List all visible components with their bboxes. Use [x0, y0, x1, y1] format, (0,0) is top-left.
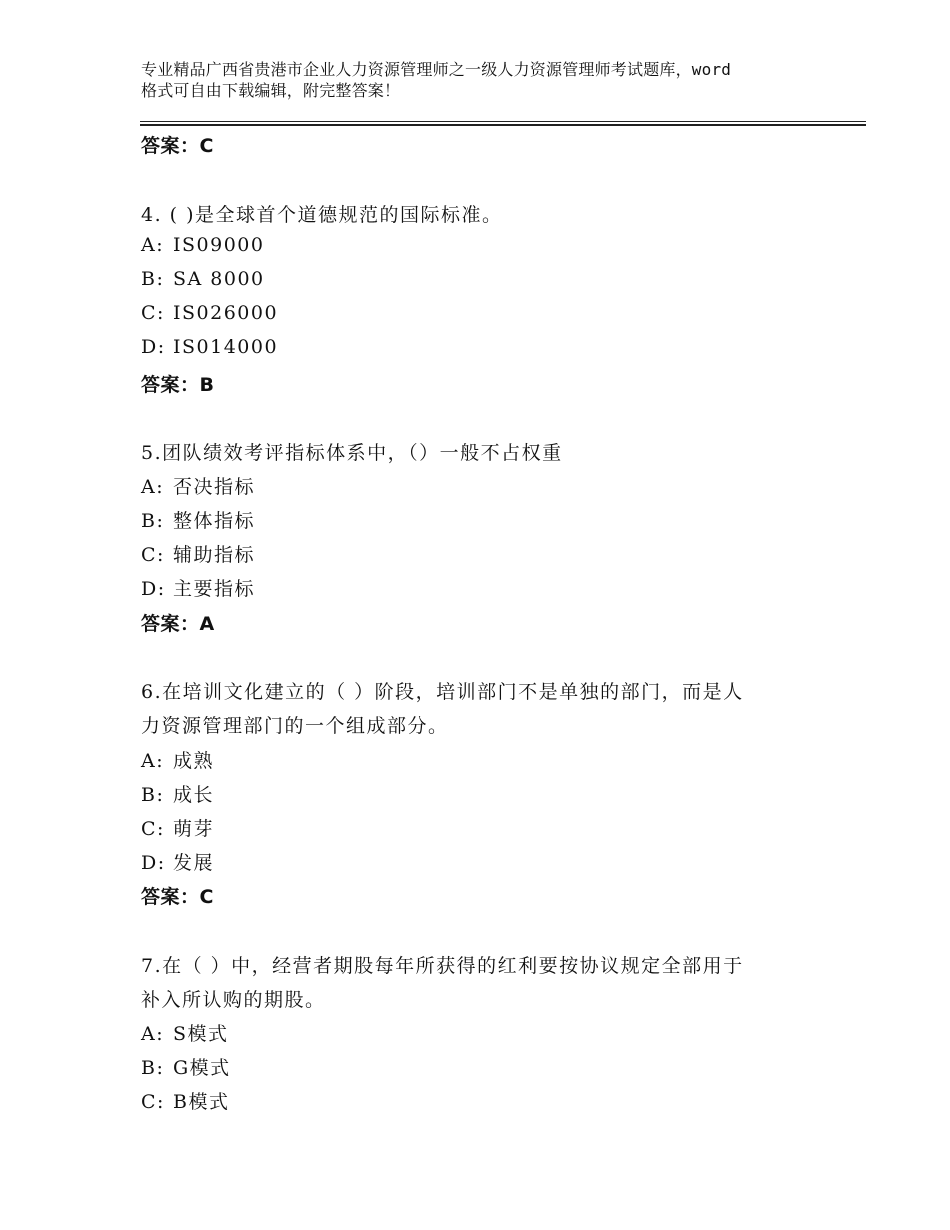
- question-7-stem-line-1: 7.在（ ）中，经营者期股每年所获得的红利要按协议规定全部用于: [141, 955, 744, 977]
- answer-q4: 答案：B: [141, 374, 215, 396]
- option-text: B模式: [173, 1091, 230, 1113]
- option-text: 成熟: [173, 750, 215, 772]
- question-6-option-a: [141, 746, 214, 773]
- answer-q6: 答案：C: [141, 886, 214, 908]
- header-rule-thick: [140, 124, 866, 126]
- option-label: B:: [141, 784, 165, 806]
- option-text: S模式: [173, 1023, 229, 1045]
- question-7-stem-line-2: 补入所认购的期股。: [141, 989, 326, 1011]
- question-6-option-d: [141, 848, 214, 875]
- option-label: B:: [141, 510, 165, 532]
- option-text: IS09000: [173, 234, 265, 256]
- answer-q3: 答案：C: [141, 135, 214, 157]
- option-label: D:: [141, 578, 166, 600]
- option-label: D:: [141, 336, 166, 358]
- option-label: A:: [141, 1023, 165, 1045]
- question-7-option-b: [141, 1053, 231, 1080]
- question-7-option-a: [141, 1019, 229, 1046]
- question-7-option-c: [141, 1087, 229, 1114]
- option-label: A:: [141, 476, 165, 498]
- option-label: A:: [141, 234, 165, 256]
- option-text: 主要指标: [173, 578, 256, 600]
- answer-q5: 答案：A: [141, 613, 215, 635]
- question-5-option-c: [141, 540, 255, 567]
- option-label: C:: [141, 544, 165, 566]
- option-label: B:: [141, 268, 165, 290]
- question-4-option-d: [141, 336, 278, 358]
- option-label: C:: [141, 818, 165, 840]
- header-rule-thin: [140, 121, 866, 122]
- option-label: C:: [141, 302, 165, 324]
- document-header: [141, 59, 841, 101]
- question-5-option-d: [141, 574, 255, 601]
- option-label: B:: [141, 1057, 165, 1079]
- option-label: A:: [141, 750, 165, 772]
- question-4-option-b: [141, 268, 265, 290]
- question-5-option-a: [141, 472, 255, 499]
- question-6-option-b: [141, 780, 214, 807]
- option-text: IS014000: [173, 336, 279, 358]
- header-line-2: 格式可自由下载编辑，附完整答案！: [141, 81, 401, 100]
- question-4-option-a: [141, 234, 264, 256]
- option-text: 萌芽: [173, 818, 215, 840]
- question-6-stem-line-2: 力资源管理部门的一个组成部分。: [141, 715, 449, 737]
- option-label: C:: [141, 1091, 165, 1113]
- option-text: SA 8000: [173, 268, 265, 290]
- question-4-stem: 4. ( )是全球首个道德规范的国际标准。: [141, 204, 503, 226]
- option-text: G模式: [173, 1057, 231, 1079]
- option-text: IS026000: [173, 302, 279, 324]
- question-6-option-c: [141, 814, 214, 841]
- option-text: 发展: [173, 852, 215, 874]
- question-6-stem-line-1: 6.在培训文化建立的（ ）阶段，培训部门不是单独的部门，而是人: [141, 681, 744, 703]
- option-text: 整体指标: [173, 510, 256, 532]
- question-4-option-c: [141, 302, 278, 324]
- option-text: 辅助指标: [173, 544, 256, 566]
- question-5-option-b: [141, 506, 255, 533]
- option-label: D:: [141, 852, 166, 874]
- header-line-1: 专业精品广西省贵港市企业人力资源管理师之一级人力资源管理师考试题库，word: [141, 60, 732, 79]
- question-5-stem: 5.团队绩效考评指标体系中，（）一般不占权重: [141, 442, 563, 464]
- option-text: 否决指标: [173, 476, 256, 498]
- option-text: 成长: [173, 784, 215, 806]
